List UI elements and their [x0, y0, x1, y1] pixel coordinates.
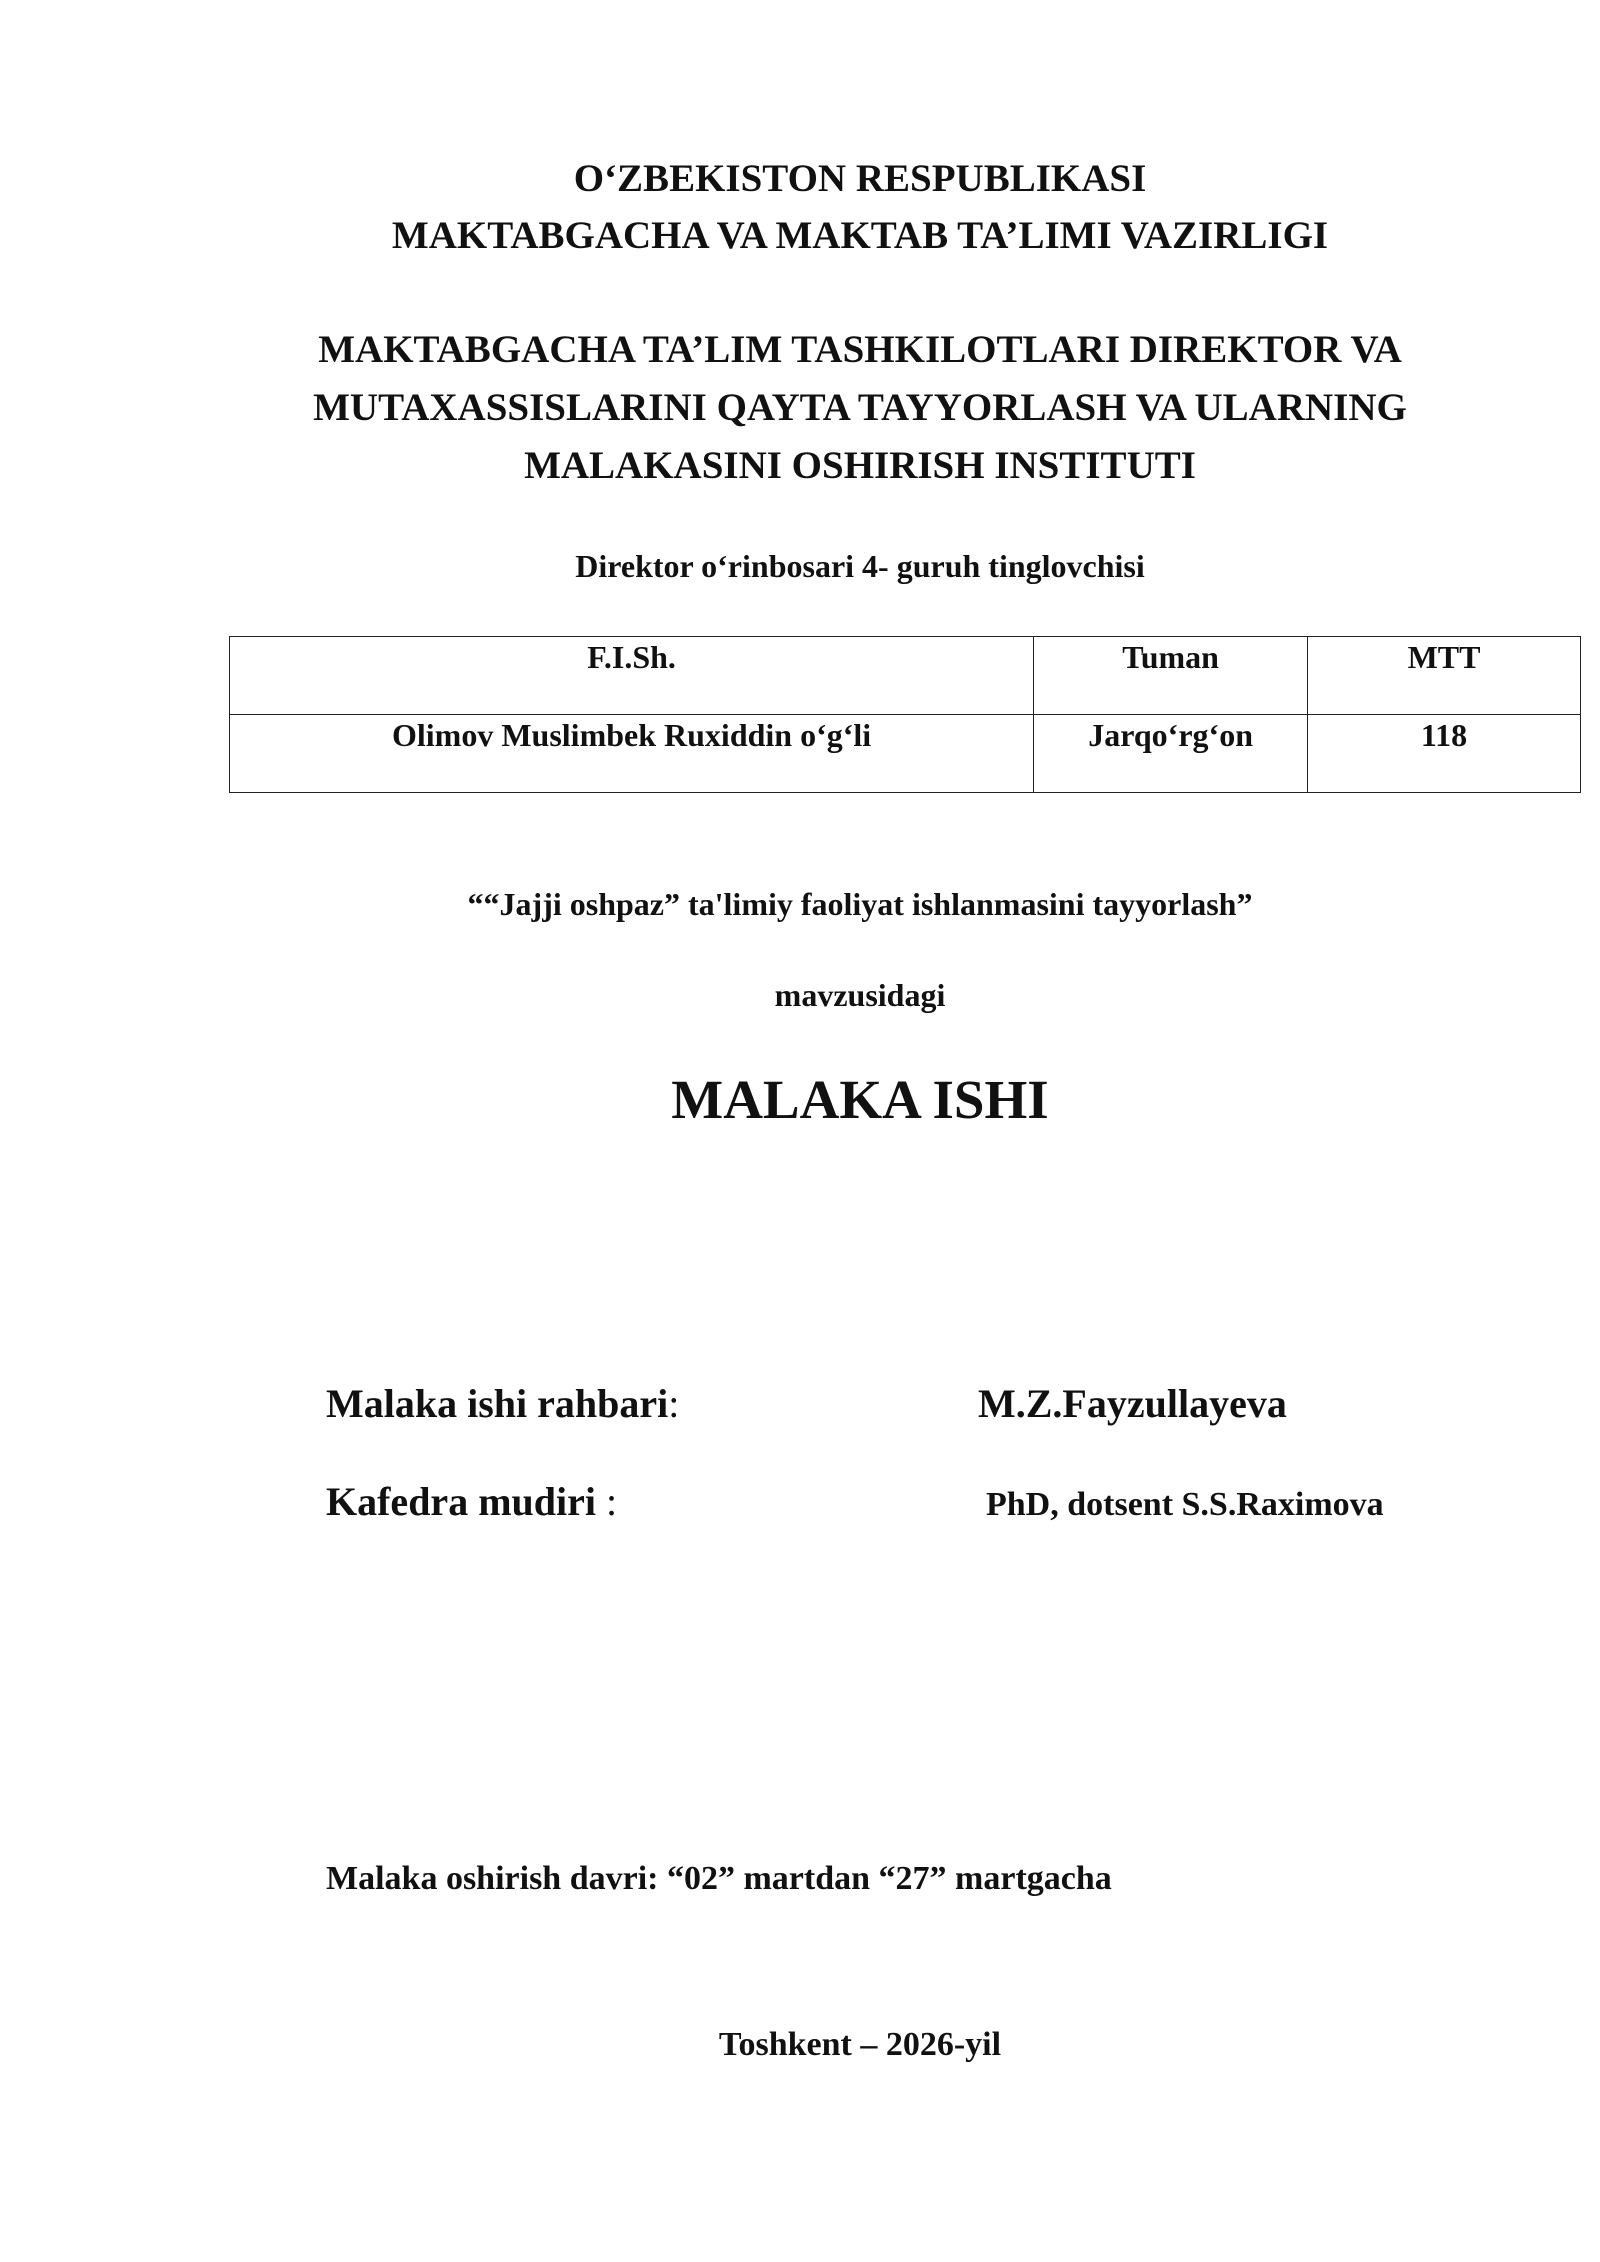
table-cell-mtt: 118 [1308, 715, 1581, 793]
head-label: Kafedra mudiri [326, 1479, 606, 1524]
table-cell-tuman: Jarqo‘rg‘on [1034, 715, 1308, 793]
topic-suffix: mavzusidagi [774, 977, 946, 1013]
training-period: Malaka oshirish davri: “02” martdan “27” martgacha [326, 1860, 1112, 1897]
supervisor-colon: : [668, 1381, 680, 1426]
head-name: PhD, dotsent S.S.Raximova [986, 1486, 1384, 1523]
work-title: MALAKA ISHI [671, 1069, 1049, 1130]
table-cell-fish: Olimov Muslimbek Ruxiddin o‘g‘li [230, 715, 1034, 793]
table-header-fish: F.I.Sh. [230, 637, 1034, 715]
topic-line: ““Jajji oshpaz” ta'limiy faoliyat ishlanmasini tayyorlash” [467, 886, 1253, 922]
place-year: Toshkent – 2026-yil [718, 2026, 1002, 2063]
head-colon: : [605, 1479, 618, 1524]
table-header-tuman: Tuman [1034, 637, 1308, 715]
listener-info-table [229, 636, 1581, 793]
table-header-row [230, 637, 1581, 715]
institute-heading-line-2: MUTAXASSISLARINI QAYTA TAYYORLASH VA ULARNING [313, 386, 1407, 429]
republic-heading: O‘ZBEKISTON RESPUBLIKASI [573, 157, 1147, 200]
table-header-mtt: MTT [1308, 637, 1581, 715]
institute-heading-line-1: MAKTABGACHA TA’LIM TASHKILOTLARI DIREKTOR VA [318, 328, 1402, 371]
head-label-row [326, 1478, 617, 1525]
supervisor-label: Malaka ishi rahbari [326, 1381, 669, 1426]
group-line: Direktor o‘rinbosari 4- guruh tinglovchisi [575, 548, 1145, 584]
supervisor-name: M.Z.Fayzullayeva [978, 1381, 1287, 1426]
institute-heading-line-3: MALAKASINI OSHIRISH INSTITUTI [524, 444, 1196, 487]
supervisor-label-row [326, 1380, 679, 1427]
table-row [230, 715, 1581, 793]
ministry-heading: MAKTABGACHA VA MAKTAB TA’LIMI VAZIRLIGI [391, 214, 1329, 257]
